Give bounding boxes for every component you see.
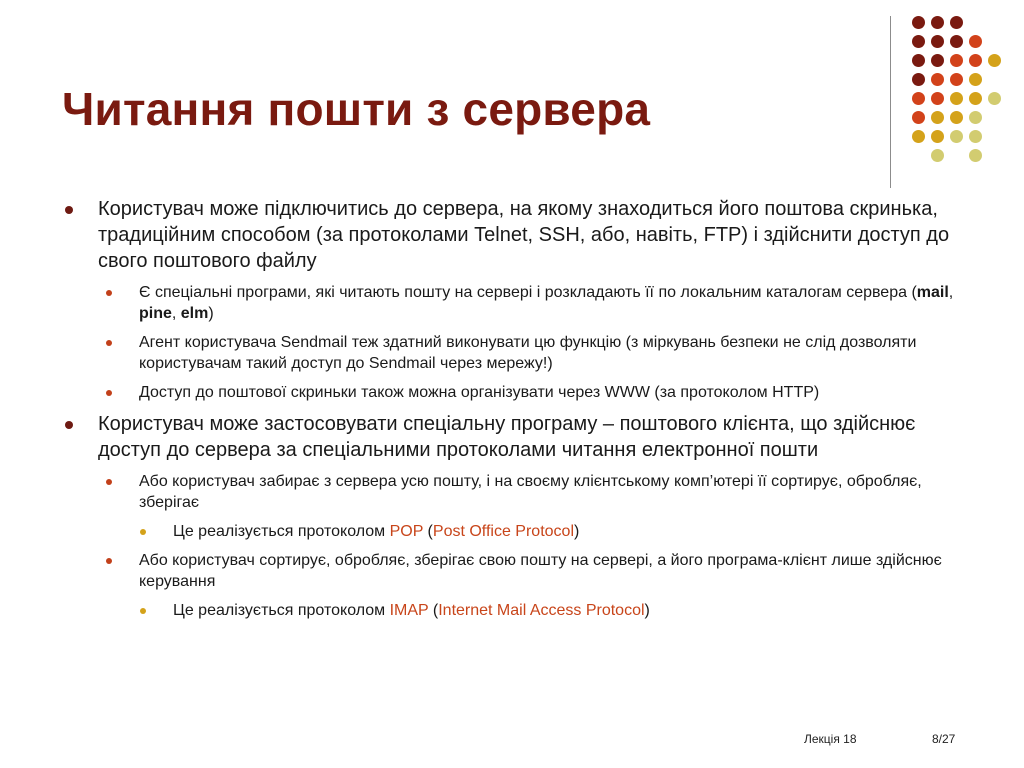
dot: [969, 130, 982, 143]
dot: [912, 92, 925, 105]
protocol-full-name: Post Office Protocol: [432, 523, 574, 540]
dot: [950, 130, 963, 143]
paren-open: (: [423, 523, 433, 540]
sub-bullet-item: [60, 550, 980, 592]
bullet-icon: [106, 479, 112, 485]
dot: [950, 35, 963, 48]
footer-lecture: Лекція 18: [804, 732, 857, 746]
bullet-icon: [106, 390, 112, 396]
bullet-text: Агент користувача Sendmail теж здатний виконувати цю функцію (з міркувань безпеки не слід дозволяти користувачам такий доступ до Sendmail через мережу!): [139, 334, 917, 372]
bullet-icon: [65, 206, 73, 214]
bullet-text: Або користувач забирає з сервера усю пошту, і на своєму клієнтському комп’ютері її сортирує, обробляє, зберігає: [139, 473, 922, 511]
dot: [912, 16, 925, 29]
dot: [969, 73, 982, 86]
program-name: pine: [139, 305, 172, 322]
dot: [969, 92, 982, 105]
sub-bullet-item: [60, 332, 980, 374]
slide-title: Читання пошти з сервера: [62, 83, 651, 135]
protocol-acronym: POP: [389, 523, 424, 540]
dot: [912, 130, 925, 143]
dot: [969, 35, 982, 48]
paren-close: ): [574, 523, 580, 540]
dot: [988, 92, 1001, 105]
slide-body: [60, 196, 980, 629]
bullet-text: Є спеціальні програми, які читають пошту на сервері і розкладають її по локальним каталогам сервера (: [139, 284, 917, 301]
dot: [969, 54, 982, 67]
dot: [912, 73, 925, 86]
sub-bullet-item: [60, 382, 980, 403]
dot: [950, 73, 963, 86]
protocol-full-name: Internet Mail Access Protocol: [438, 602, 645, 619]
dot: [988, 54, 1001, 67]
bullet-icon: [106, 558, 112, 564]
program-name: elm: [180, 305, 209, 322]
dot: [931, 54, 944, 67]
dot: [912, 54, 925, 67]
bullet-text: Користувач може застосовувати спеціальну програму – поштового клієнта, що здійснює доступ до сервера за спеціальними протоколами читання електронної пошти: [98, 413, 916, 461]
bullet-icon: [106, 340, 112, 346]
dot: [931, 130, 944, 143]
sub-bullet-item: [60, 282, 980, 324]
dot: [950, 54, 963, 67]
separator: ,: [948, 284, 954, 301]
bullet-text: Або користувач сортирує, обробляє, зберігає свою пошту на сервері, а його програма-клієнт лише здійснює керування: [139, 552, 942, 590]
separator: ,: [171, 305, 181, 322]
bullet-text: Доступ до поштової скриньки також можна організувати через WWW (за протоколом HTTP): [139, 384, 820, 401]
dot: [912, 111, 925, 124]
program-name: mail: [916, 284, 949, 301]
dot: [931, 35, 944, 48]
dot: [931, 149, 944, 162]
sub-sub-bullet-item: [60, 600, 980, 621]
bullet-icon: [65, 421, 73, 429]
dot: [931, 73, 944, 86]
bullet-text: ): [208, 305, 214, 322]
dot: [969, 149, 982, 162]
decorative-dot-grid: [0, 0, 1024, 200]
bullet-text: Це реалізується протоколом: [173, 523, 390, 540]
bullet-icon: [106, 290, 112, 296]
paren-open: (: [428, 602, 439, 619]
bullet-text: Це реалізується протоколом: [173, 602, 390, 619]
footer-page-number: 8/27: [932, 732, 956, 746]
bullet-item: [60, 196, 980, 274]
dot: [931, 92, 944, 105]
sub-bullet-item: [60, 471, 980, 513]
sub-sub-bullet-item: [60, 521, 980, 542]
dot: [931, 111, 944, 124]
protocol-acronym: IMAP: [389, 602, 429, 619]
dot: [950, 16, 963, 29]
dot: [950, 111, 963, 124]
dot: [969, 111, 982, 124]
bullet-text: Користувач може підключитись до сервера, на якому знаходиться його поштова скринька, традиційним способом (за протоколами Telnet, SSH, або, навіть, FTP) і здійснити доступ до свого поштового файлу: [98, 198, 950, 272]
dot: [950, 92, 963, 105]
dot: [912, 35, 925, 48]
bullet-icon: [140, 529, 146, 535]
bullet-item: [60, 411, 980, 463]
dot: [931, 16, 944, 29]
paren-close: ): [644, 602, 650, 619]
bullet-icon: [140, 608, 146, 614]
